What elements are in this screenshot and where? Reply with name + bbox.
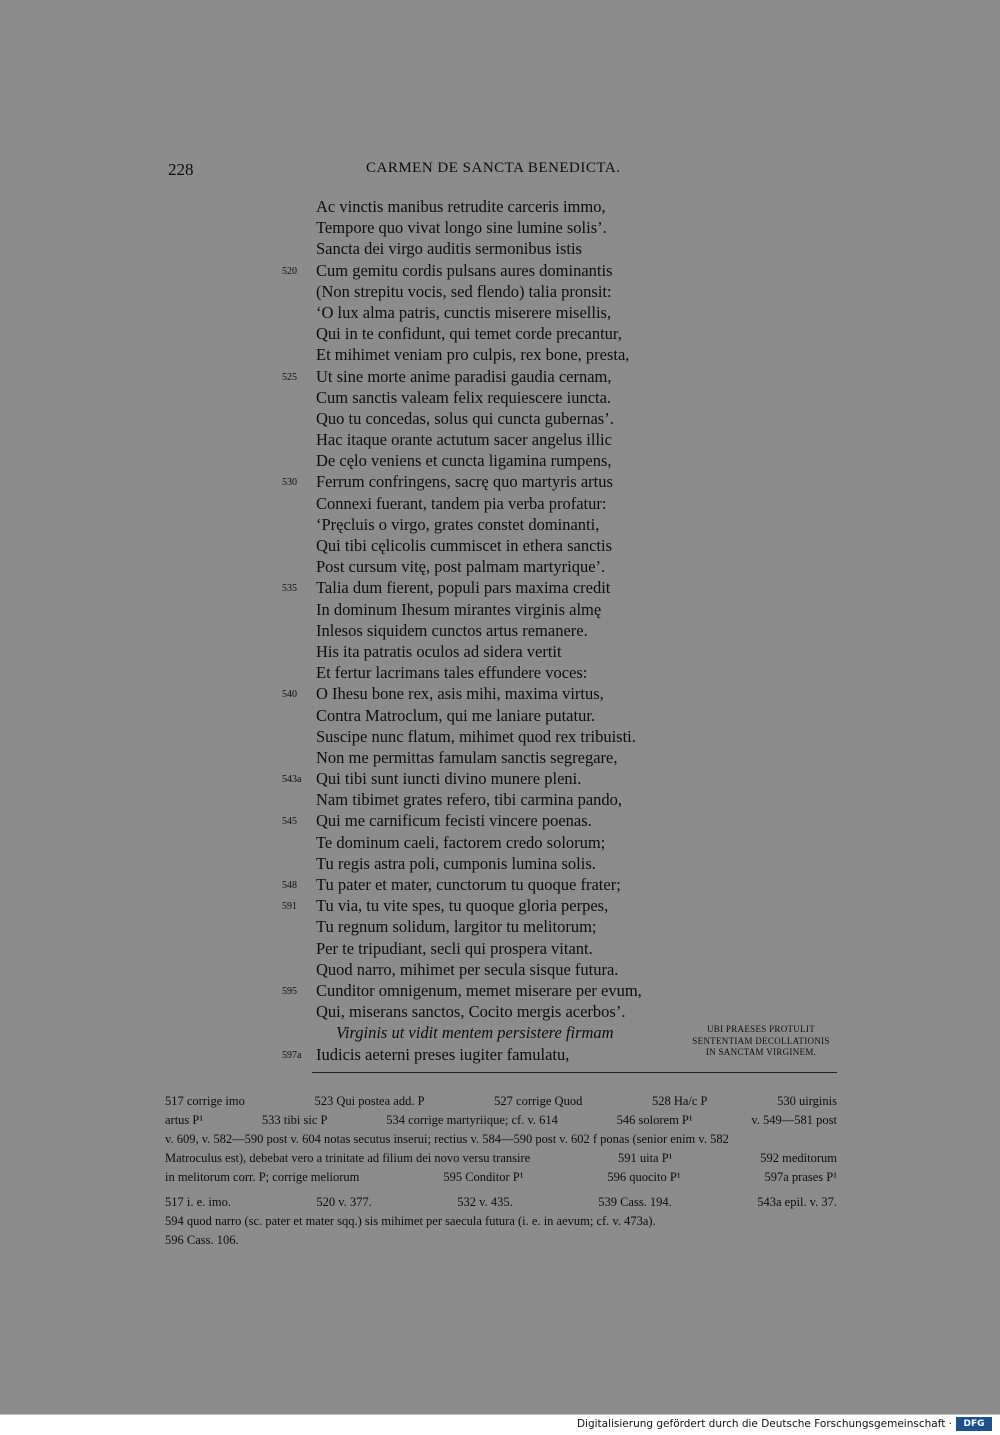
verse-line: [316, 705, 736, 726]
apparatus-entry: 592 meditorum: [760, 1151, 837, 1165]
apparatus-entry: 520 v. 377.: [316, 1195, 372, 1209]
apparatus-line: [165, 1231, 837, 1250]
verse-text: O Ihesu bone rex, asis mihi, maxima virtus,: [316, 684, 604, 704]
verse-text: Sancta dei virgo auditis sermonibus istis: [316, 239, 582, 259]
verse-block: [282, 196, 736, 1065]
apparatus-entry: 546 solorem P¹: [616, 1113, 693, 1127]
verse-text: Te dominum caeli, factorem credo solorum;: [316, 832, 606, 852]
apparatus-line: [165, 1092, 837, 1111]
margin-note-line: UBI PRAESES PROTULIT: [706, 1024, 815, 1034]
verse-line: [316, 302, 736, 323]
verse-line: [316, 217, 736, 238]
verse-line: [316, 450, 736, 471]
verse-line: [316, 599, 736, 620]
verse-text: Cum sanctis valeam felix requiescere iuncta.: [316, 387, 612, 407]
apparatus-entry: 591 uita P¹: [617, 1151, 673, 1165]
margin-note: [676, 1024, 846, 1059]
line-number: 535: [282, 583, 297, 595]
verse-line: [282, 980, 736, 1001]
verse-line: [282, 1044, 736, 1065]
verse-text: Iudicis aeterni preses iugiter famulatu,: [316, 1044, 570, 1064]
verse-text: Cum gemitu cordis pulsans aures dominantis: [316, 260, 613, 280]
verse-text: Qui tibi cęlicolis cummiscet in ethera sanctis: [316, 536, 613, 555]
apparatus-entry: 530 uirginis: [777, 1094, 837, 1108]
verse-text: Hac itaque orante actutum sacer angelus illic: [316, 430, 612, 450]
apparatus-entry: in melitorum corr. P; corrige meliorum: [165, 1170, 360, 1184]
apparatus-line: [165, 1130, 837, 1149]
critical-apparatus: [165, 1092, 837, 1187]
verse-text: ‘O lux alma patris, cunctis miserere misellis,: [316, 302, 612, 322]
verse-text: Cunditor omnigenum, memet miserare per evum,: [316, 980, 642, 1000]
margin-note-line: SENTENTIAM DECOLLATIONIS: [692, 1035, 830, 1046]
verse-text: His ita patratis oculos ad sidera vertit: [316, 641, 562, 661]
page-number: 228: [168, 160, 194, 179]
verse-text: Et mihimet veniam pro culpis, rex bone, presta,: [316, 345, 630, 365]
apparatus-entry: 595 Conditor P¹: [443, 1170, 524, 1184]
line-number: 540: [282, 689, 297, 701]
verse-line: [316, 408, 736, 429]
verse-line: [282, 895, 736, 916]
verse-line: [316, 344, 736, 365]
apparatus-entry: 533 tibi sic P: [261, 1113, 328, 1127]
verse-text: Tu via, tu vite spes, tu quoque gloria perpes,: [316, 896, 609, 916]
verse-text: Per te tripudiant, secli qui prospera vitant.: [316, 938, 593, 958]
verse-line: [316, 641, 736, 662]
verse-line: [316, 620, 736, 641]
apparatus-entry: v. 549—581 post: [751, 1113, 837, 1127]
verse-text: Tempore quo vivat longo sine lumine solis’.: [316, 218, 607, 238]
digitization-footer: [0, 1414, 1000, 1435]
verse-line: [316, 789, 736, 810]
verse-line: [316, 853, 736, 874]
verse-line: [316, 323, 736, 344]
verse-line: [316, 281, 736, 302]
footnote-divider: [312, 1072, 837, 1073]
verse-line: [316, 832, 736, 853]
dfg-logo: DFG: [956, 1417, 992, 1431]
verse-text: Contra Matroclum, qui me laniare putatur.: [316, 705, 596, 725]
apparatus-line: [165, 1168, 837, 1187]
verse-line: [316, 196, 736, 217]
verse-text: Et fertur lacrimans tales effundere voces:: [316, 663, 588, 683]
verse-text: In dominum Ihesum mirantes virginis almę: [316, 599, 602, 619]
apparatus-entry: 539 Cass. 194.: [598, 1195, 672, 1209]
apparatus-entry: 527 corrige Quod: [494, 1094, 583, 1108]
running-title: CARMEN DE SANCTA BENEDICTA.: [366, 160, 621, 176]
verse-line: [282, 471, 736, 492]
verse-text: Suscipe nunc flatum, mihimet quod rex tribuisti.: [316, 726, 636, 746]
verse-text: (Non strepitu vocis, sed flendo) talia pronsit:: [316, 281, 612, 301]
verse-text: Qui in te confidunt, qui temet corde precantur,: [316, 324, 622, 344]
apparatus-entry: 517 i. e. imo.: [165, 1195, 231, 1209]
verse-text: Ferrum confringens, sacrę quo martyris artus: [316, 472, 613, 492]
line-number: 545: [282, 816, 297, 828]
line-number: 591: [282, 901, 297, 913]
apparatus-entry: 532 v. 435.: [457, 1195, 513, 1209]
apparatus-entry: 597a prases P¹: [764, 1170, 837, 1184]
funding-credit: Digitalisierung gefördert durch die Deutsche Forschungsgemeinschaft ·: [576, 1418, 952, 1430]
apparatus-line: [165, 1193, 837, 1212]
line-number: 548: [282, 880, 297, 891]
verse-text: Talia dum fierent, populi pars maxima credit: [316, 578, 611, 598]
verse-line: [282, 577, 736, 598]
apparatus-line: [165, 1149, 837, 1168]
verse-line: [282, 683, 736, 704]
line-number: 595: [282, 985, 297, 997]
verse-line: [316, 747, 736, 768]
apparatus-entry: 528 Ha/c P: [651, 1094, 708, 1108]
line-number: 525: [282, 371, 297, 383]
verse-line: [316, 493, 736, 514]
verse-line: [282, 260, 736, 281]
verse-line: [316, 556, 736, 577]
verse-text: Quod narro, mihimet per secula sisque futura.: [316, 959, 619, 979]
apparatus-line: [165, 1111, 837, 1130]
verse-text: Inlesos siquidem cunctos artus remanere.: [316, 620, 588, 640]
verse-text: ‘Pręcluis o virgo, grates constet dominanti,: [316, 514, 600, 534]
verse-text: Tu pater et mater, cunctorum tu quoque frater;: [316, 875, 621, 894]
margin-note-line: IN SANCTAM VIRGINEM.: [705, 1047, 817, 1057]
verse-text: Tu regis astra poli, cumponis lumina solis.: [316, 853, 596, 873]
apparatus-entry: 596 Cass. 106.: [165, 1233, 239, 1247]
verse-text: Quo tu concedas, solus qui cuncta gubernas’.: [316, 408, 614, 428]
verse-text: Post cursum vitę, post palmam martyrique’.: [316, 557, 606, 577]
verse-line: [316, 514, 736, 535]
verse-line: [316, 959, 736, 980]
apparatus-entry: 523 Qui postea add. P: [314, 1094, 425, 1108]
apparatus-entry: 594 quod narro (sc. pater et mater sqq.) sis mihimet per saecula futura (i. e. in aevum; cf. v. 473a).: [165, 1214, 656, 1228]
verse-line: [316, 726, 736, 747]
verse-line: [316, 916, 736, 937]
verse-text: Nam tibimet grates refero, tibi carmina pando,: [316, 790, 623, 810]
verse-line: [316, 1022, 736, 1043]
verse-text: Qui me carnificum fecisti vincere poenas.: [316, 811, 592, 831]
verse-text: Qui, miserans sanctos, Cocito mergis acerbos’.: [316, 1002, 626, 1022]
verse-text: Ut sine morte anime paradisi gaudia cernam,: [316, 366, 612, 386]
verse-line: [316, 535, 736, 556]
verse-line: [282, 366, 736, 387]
apparatus-entry: 596 quocito P¹: [607, 1170, 681, 1184]
verse-line: [316, 938, 736, 959]
apparatus-line: [165, 1212, 837, 1231]
verse-text: Virginis ut vidit mentem persistere firmam: [336, 1023, 614, 1043]
verse-text: Connexi fuerant, tandem pia verba profatur:: [316, 493, 607, 513]
apparatus-entry: Matroculus est), debebat vero a trinitate ad filium dei novo versu transire: [165, 1151, 531, 1165]
apparatus-entry: 534 corrige martyriique; cf. v. 614: [386, 1113, 558, 1127]
apparatus-entry: v. 609, v. 582—590 post v. 604 notas secutus inserui; rectius v. 584—590 post v. 602 f ponas (senior enim v. 582: [165, 1132, 729, 1146]
source-apparatus: [165, 1193, 837, 1250]
verse-line: [316, 1001, 736, 1022]
verse-line: [282, 810, 736, 831]
verse-line: [316, 238, 736, 259]
verse-text: Tu regnum solidum, largitor tu melitorum;: [316, 917, 597, 937]
line-number: 543a: [282, 774, 302, 786]
verse-line: [316, 387, 736, 408]
verse-line: [316, 429, 736, 450]
apparatus-entry: 517 corrige imo: [165, 1094, 245, 1108]
verse-line: [282, 768, 736, 789]
verse-line: [316, 662, 736, 683]
verse-text: Qui tibi sunt iuncti divino munere pleni.: [316, 769, 582, 789]
line-number: 520: [282, 265, 297, 277]
verse-text: Ac vinctis manibus retrudite carceris immo,: [316, 197, 606, 216]
apparatus-entry: artus P¹: [165, 1113, 204, 1127]
line-number: 530: [282, 477, 297, 489]
line-number: 597a: [282, 1049, 302, 1061]
verse-text: De cęlo veniens et cuncta ligamina rumpens,: [316, 451, 612, 471]
verse-line: [282, 874, 736, 895]
verse-text: Non me permittas famulam sanctis segregare,: [316, 747, 618, 767]
apparatus-entry: 543a epil. v. 37.: [757, 1195, 837, 1209]
